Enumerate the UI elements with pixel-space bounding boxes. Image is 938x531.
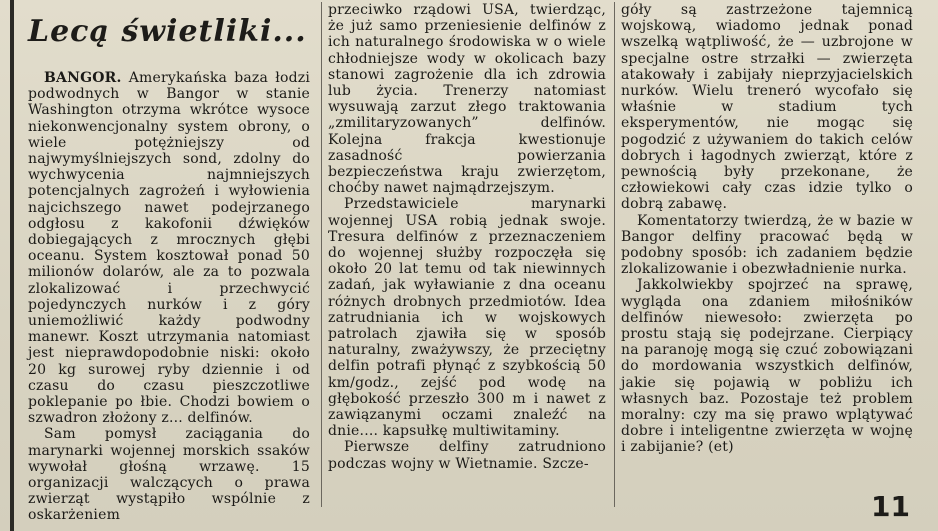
paragraph: Komentatorzy twierdzą, że w bazie w Bangor delfiny pracować będą w podobny sposób: ich zadaniem będzie zlokalizowanie i obezwładnienie nurka.	[621, 212, 913, 278]
page-number: 11	[871, 490, 910, 523]
paragraph: przeciwko rządowi USA, twierdząc, że już samo przeniesienie delfinów z ich naturalnego środowiska w o wiele chłodniejsze wody w okolicach bazy stanowi zagrożenie dla ich zdrowia lub życia. Trenerzy natomiast wysuwają zarzut złego traktowania „zmilitaryzowanych” delfinów. Kolejna frakcja kwestionuje zasadność powierzania bezpieczeństwa kraju zwierzętom, choćby nawet najmądrzejszym.	[328, 2, 606, 197]
paragraph: Przedstawiciele marynarki wojennej USA robią jednak swoje. Tresura delfinów z przeznaczeniem do wojennej służby rozpoczęła się około 20 lat temu od tak niewinnych zadań, jak wyławianie z dna oceanu różnych drobnych przedmiotów. Idea zatrudniania ich w wojskowych patrolach zjawiła się w sposób naturalny, zważywszy, że przeciętny delfin potrafi płynąć z szybkością 50 km/godz., zejść pod wodę na głębokość przeszło 300 m i nawet z zawiązanymi oczami znaleźć na dnie.... kapsułkę multiwitaminy.	[328, 196, 606, 440]
article-column-2	[328, 2, 606, 472]
left-border-rule	[10, 0, 14, 531]
article-column-3	[621, 2, 913, 456]
paragraph	[28, 70, 310, 426]
paragraph: Sam pomysł zaciągania do marynarki wojennej morskich ssaków wywołał głośną wrzawę. 15 organizacji walczących o prawa zwierząt wystąpiło wspólnie z oskarżeniem	[28, 426, 310, 524]
article-column-1	[28, 70, 310, 524]
column-divider	[321, 2, 322, 507]
column-divider	[614, 2, 615, 507]
dateline: BANGOR.	[44, 70, 122, 86]
article-title: Lecą świetliki...	[28, 14, 307, 49]
paragraph-text: Amerykańska baza łodzi podwodnych w Bangor w stanie Washington otrzyma wkrótce wysoce niekonwencjonalny system obrony, o wiele potężniejszy od najwymyślniejszych sond, zdolny do wychwycenia najmniejszych potencjalnych zagrożeń i wyłowienia najcichszego nawet podejrzanego odgłosu z kakofonii dźwięków dobiegających z mrocznych głębi oceanu. System kosztował ponad 50 milionów dolarów, ale za to pozwala zlokalizować i przechwycić pojedynczych nurków i z góry uniemożliwić każdy podwodny manewr. Koszt utrzymania natomiast jest nieprawdopodobnie niski: około 20 kg surowej ryby dziennie i od czasu do czasu pieszczotliwe poklepanie po łbie. Chodzi bowiem o szwadron złożony z... delfinów.	[28, 70, 310, 427]
paragraph: Jakkolwiekby spojrzeć na sprawę, wygląda ona zdaniem miłośników delfinów niewesoło: zwierzęta po prostu stają się podejrzane. Cierpiący na paranoję mogą się czuć zobowiązani do mordowania wszystkich delfinów, jakie się pojawią w pobliżu ich własnych baz. Pozostaje też problem moralny: czy ma się prawo wplątywać dobre i inteligentne zwierzęta w wojnę i zabijanie? (et)	[621, 277, 913, 456]
paragraph: Pierwsze delfiny zatrudniono podczas wojny w Wietnamie. Szcze-	[328, 439, 606, 472]
paragraph: góły są zastrzeżone tajemnicą wojskową, wiadomo jednak ponad wszelką wątpliwość, że — uzbrojone w specjalne ostre strzałki — zwierzęta atakowały i zabijały nieprzyjacielskich nurków. Wielu treneró wycofało się właśnie w stadium tych eksperymentów, nie mogąc się pogodzić z używaniem do takich celów dobrych i łagodnych zwierząt, które z pewnością były przekonane, że człowiekowi cały czas idzie tylko o dobrą zabawę.	[621, 2, 913, 213]
